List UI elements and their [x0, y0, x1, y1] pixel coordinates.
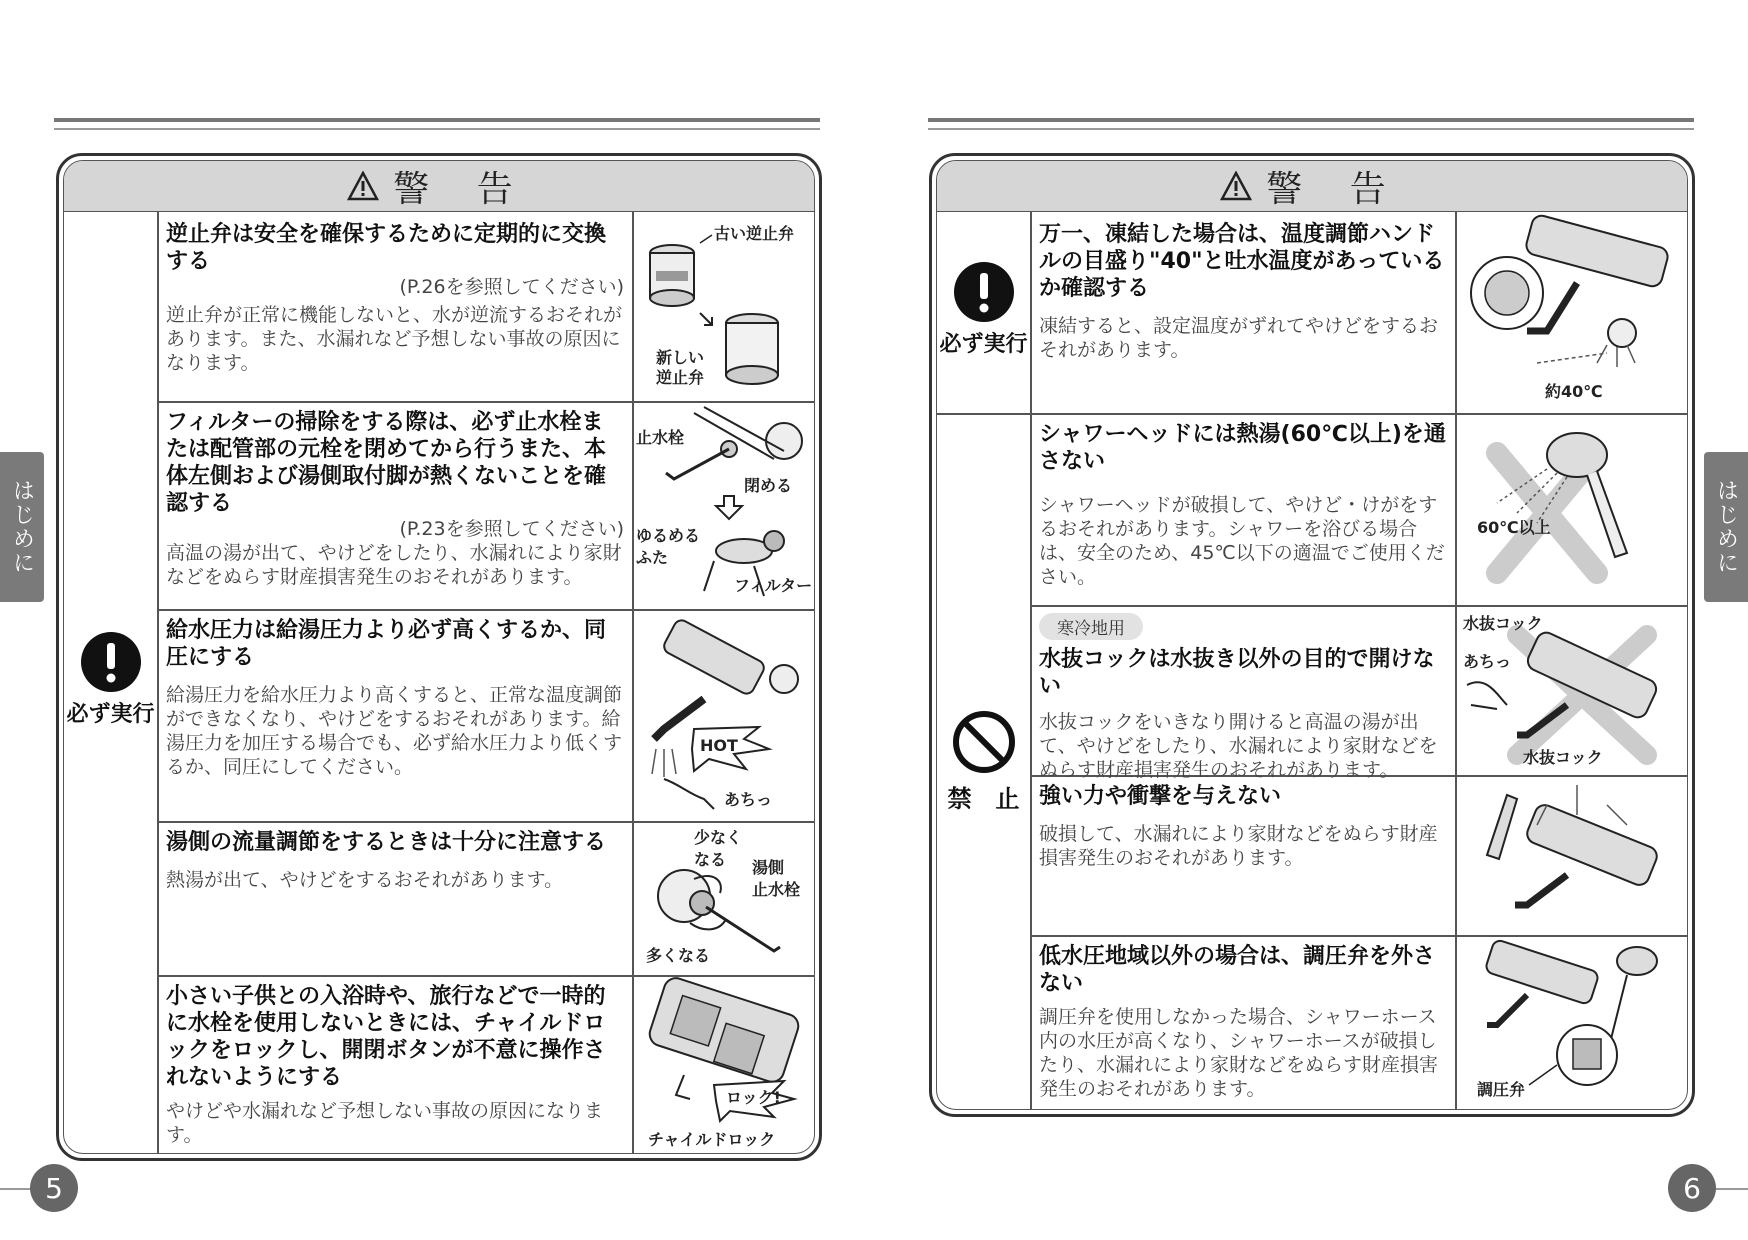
- illus-label: 多くなる: [646, 946, 711, 965]
- warning-heading: シャワーヘッドには熱湯(60℃以上)を通さない: [1039, 422, 1446, 474]
- page-number-left: 5: [30, 1164, 78, 1212]
- warning-row: [158, 609, 632, 779]
- page-reference: (P.23を参照してください): [399, 518, 624, 540]
- filter-cleaning-illustration: [634, 401, 812, 609]
- illus-label: 60℃以上: [1477, 518, 1551, 537]
- illus-label: ゆるめる: [636, 526, 701, 545]
- illus-label: HOT: [700, 736, 738, 755]
- warning-triangle-icon: [347, 171, 379, 201]
- illus-label: 調圧弁: [1477, 1080, 1526, 1099]
- warning-body: やけどや水漏れなど予想しない事故の原因になります。: [166, 1100, 604, 1146]
- illus-label: 水抜コック: [1523, 748, 1603, 767]
- prohibited-icon: [951, 709, 1017, 775]
- mandatory-icon: [953, 261, 1015, 323]
- warning-panel-left: [56, 153, 822, 1161]
- warning-body: 熱湯が出て、やけどをするおそれがあります。: [166, 869, 564, 891]
- mandatory-label: 必ず実行: [66, 702, 155, 727]
- drain-cock-illustration: [1457, 605, 1685, 775]
- warning-row: [158, 213, 632, 375]
- warning-row: [158, 401, 632, 589]
- illus-label: 水抜コック: [1463, 614, 1543, 633]
- illus-label: チャイルドロック: [648, 1130, 776, 1149]
- temperature-dial-illustration: [1457, 213, 1685, 413]
- warning-row: [1031, 213, 1455, 362]
- child-lock-illustration: [634, 975, 812, 1154]
- illus-label: あちっ: [1463, 652, 1512, 671]
- hot-water-illustration: [634, 609, 812, 821]
- impact-illustration: [1457, 775, 1685, 935]
- warning-heading: フィルターの掃除をする際は、必ず止水栓または配管部の元栓を閉めてから行うまた、本体左側および湯側取付脚が熱くないことを確認する: [166, 410, 607, 516]
- illus-label: フィルター: [734, 576, 812, 595]
- warning-title: 警 告: [393, 168, 531, 210]
- page-number-rule: [1714, 1188, 1748, 1190]
- illus-label: 湯側: [752, 858, 785, 877]
- illus-label: 新しい: [656, 348, 705, 367]
- warning-row: [1031, 935, 1455, 1101]
- illus-label: ロック!: [726, 1088, 781, 1107]
- page-number-right: 6: [1668, 1164, 1716, 1212]
- mandatory-icon: [80, 631, 142, 693]
- warning-body: 調圧弁を使用しなかった場合、シャワーホース内の水圧が高くなり、シャワーホースが破損したり、水漏れにより家財などをぬらす財産損害発生のおそれがあります。: [1039, 1006, 1439, 1100]
- warning-heading: 水抜コックは水抜き以外の目的で開けない: [1039, 647, 1435, 699]
- shower-head-illustration: [1457, 413, 1685, 605]
- warning-body: 破損して、水漏れにより家財などをぬらす財産損害発生のおそれがあります。: [1039, 823, 1438, 869]
- illus-label: なる: [694, 850, 727, 869]
- warning-heading: 逆止弁は安全を確保するために定期的に交換する: [166, 222, 607, 274]
- warning-body: 凍結すると、設定温度がずれてやけどをするおそれがあります。: [1039, 315, 1439, 361]
- top-rule-right-thin: [928, 128, 1694, 130]
- page-reference: (P.26を参照してください): [399, 276, 624, 298]
- illus-label: あちっ: [724, 790, 773, 809]
- mandatory-block: [64, 631, 157, 728]
- warning-row: [1031, 775, 1455, 870]
- illus-label: ふた: [636, 548, 669, 567]
- mandatory-block: [937, 261, 1030, 358]
- warning-body: 給湯圧力を給水圧力より高くすると、正常な温度調節ができなくなり、やけどをするおそれがあります。給湯圧力を加圧する場合でも、必ず給水圧力より低くするか、同圧にしてください。: [166, 684, 623, 778]
- warning-row: [1031, 605, 1455, 782]
- prohibited-label: 禁 止: [947, 785, 1020, 813]
- warning-body: 逆止弁が正常に機能しないと、水が逆流するおそれがあります。また、水漏れなど予想しない事故の原因になります。: [166, 304, 623, 374]
- warning-row: [1031, 413, 1455, 589]
- illus-label: 止水栓: [752, 880, 801, 899]
- warning-heading: 給水圧力は給湯圧力より必ず高くするか、同圧にする: [166, 618, 607, 670]
- illus-label: 逆止弁: [656, 368, 705, 387]
- illus-label: 止水栓: [636, 428, 685, 447]
- illus-label: 少なく: [694, 828, 743, 847]
- warning-row: [158, 821, 632, 892]
- pressure-valve-illustration: [1457, 935, 1685, 1105]
- warning-panel-right: [929, 153, 1695, 1117]
- warning-title: 警 告: [1266, 168, 1404, 210]
- warning-heading: 強い力や衝撃を与えない: [1039, 784, 1282, 809]
- section-tab-right[interactable]: はじめに: [1704, 452, 1748, 602]
- warning-header: [64, 161, 814, 212]
- illus-label: 閉める: [744, 476, 793, 495]
- warning-body: 高温の湯が出て、やけどをしたり、水漏れにより家財などをぬらす財産損害発生のおそれがあります。: [166, 542, 622, 588]
- warning-body: シャワーヘッドが破損して、やけど・けがをするおそれがあります。シャワーを浴びる場合は、安全のため、45℃以下の適温でご使用ください。: [1039, 494, 1445, 588]
- section-tab-left[interactable]: はじめに: [0, 452, 44, 602]
- prohibited-block: [937, 709, 1030, 814]
- top-rule-left-thin: [54, 128, 820, 130]
- warning-body: 水抜コックをいきなり開けると高温の湯が出て、やけどをしたり、水漏れにより家財などをぬらす財産損害発生のおそれがあります。: [1039, 711, 1438, 781]
- mandatory-label: 必ず実行: [939, 332, 1028, 357]
- warning-heading: 低水圧地域以外の場合は、調圧弁を外さない: [1039, 944, 1436, 996]
- warning-triangle-icon: [1220, 171, 1252, 201]
- flow-adjust-illustration: [634, 821, 812, 975]
- warning-heading: 湯側の流量調節をするときは十分に注意する: [166, 830, 607, 855]
- warning-heading: 万一、凍結した場合は、温度調節ハンドルの目盛り"40"と吐水温度があっているか確認する: [1039, 222, 1445, 301]
- page-number-rule: [0, 1188, 34, 1190]
- check-valve-illustration: [634, 213, 812, 401]
- illus-label: 約40℃: [1545, 382, 1603, 401]
- top-rule-left: [54, 118, 820, 122]
- warning-heading: 小さい子供との入浴時や、旅行などで一時的に水栓を使用しないときには、チャイルドロックをロックし、開閉ボタンが不意に操作されないようにする: [166, 984, 606, 1090]
- cold-region-badge: 寒冷地用: [1039, 613, 1143, 640]
- illus-label: 古い逆止弁: [714, 224, 795, 243]
- top-rule-right: [928, 118, 1694, 122]
- warning-row: [158, 975, 632, 1147]
- warning-header: [937, 161, 1687, 212]
